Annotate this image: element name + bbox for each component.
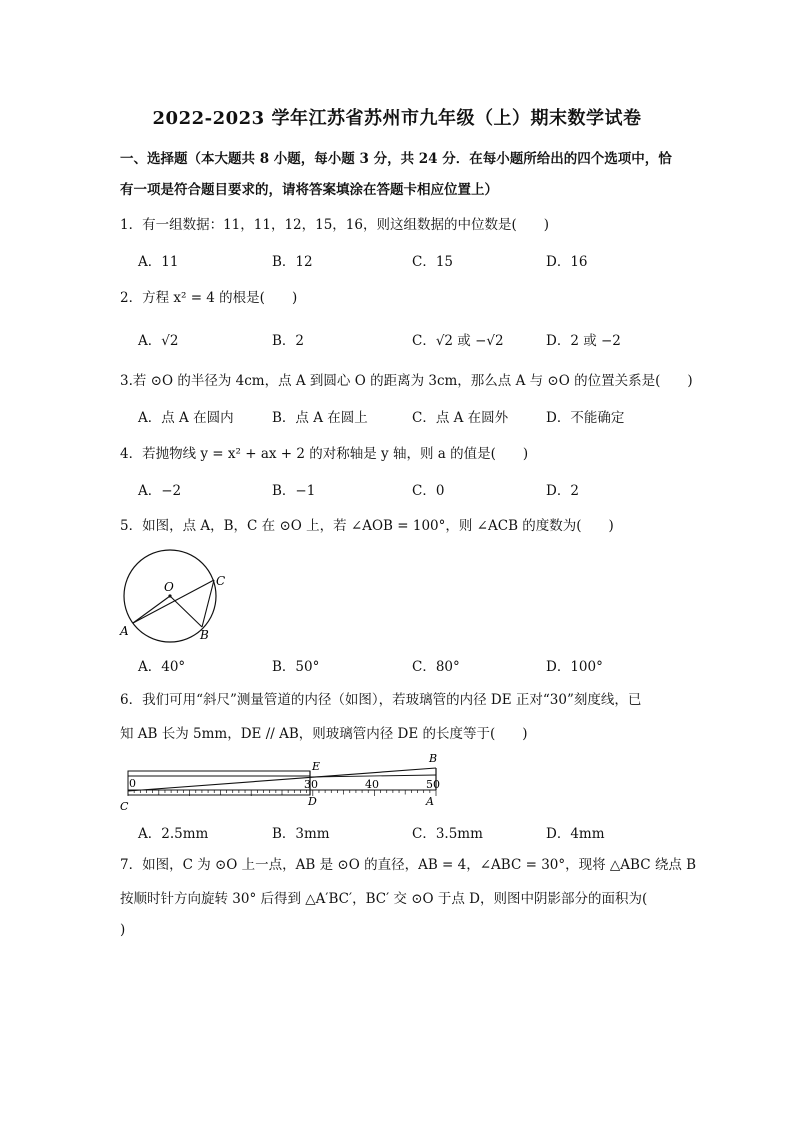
q4-option-a: A．−2: [138, 483, 182, 499]
q6-ruler-figure: [116, 750, 451, 815]
label-o: O: [164, 580, 174, 594]
center-dot: [168, 594, 171, 597]
segment-oa: [133, 596, 170, 623]
label-b: B: [200, 628, 209, 642]
page-title: 2022-2023 学年江苏省苏州市九年级（上）期末数学试卷: [152, 108, 642, 129]
label-a: A: [120, 624, 129, 638]
tick-label-50: 50: [426, 778, 440, 791]
label-d: D: [308, 795, 317, 808]
q2-option-b: B．2: [272, 333, 305, 349]
q1-option-d: D．16: [546, 254, 588, 270]
q6-option-d: D．4mm: [546, 826, 605, 842]
q1-option-c: C．15: [412, 254, 454, 270]
label-b: B: [429, 752, 438, 765]
question-6-stem-line2: 知 AB 长为 5mm，DE // AB，则玻璃管内径 DE 的长度等于( ): [120, 726, 528, 742]
question-7-stem-line3: ): [120, 922, 126, 938]
question-7-stem-line1: 7．如图，C 为 ⊙O 上一点，AB 是 ⊙O 的直径，AB = 4，∠ABC = 30°，现将 △ABC 绕点 B: [120, 857, 697, 873]
q2-option-a: A．√2: [138, 333, 179, 349]
question-1-stem: 1．有一组数据：11，11，12，15，16，则这组数据的中位数是( ): [120, 217, 550, 233]
question-2-stem: 2．方程 x² = 4 的根是( ): [120, 290, 298, 306]
q1-option-a: A．11: [138, 254, 179, 270]
q3-option-b: B．点 A 在圆上: [272, 410, 368, 426]
q5-option-b: B．50°: [272, 659, 320, 675]
label-c: C: [120, 800, 129, 813]
q3-option-a: A．点 A 在圆内: [138, 410, 234, 426]
question-7-stem-line2: 按顺时针方向旋转 30° 后得到 △A′BC′，BC′ 交 ⊙O 于点 D，则图中阴影部分的面积为(: [120, 891, 648, 907]
tick-label-30: 30: [304, 778, 318, 791]
q5-circle-figure: [116, 545, 236, 650]
tick-label-40: 40: [365, 778, 379, 791]
question-5-stem: 5．如图，点 A，B，C 在 ⊙O 上，若 ∠AOB = 100°，则 ∠ACB 的度数为( ): [120, 518, 614, 534]
q2-option-c: C．√2 或 −√2: [412, 333, 504, 349]
q5-option-a: A．40°: [138, 659, 186, 675]
tick-label-0: 0: [129, 777, 136, 790]
q4-option-d: D．2: [546, 483, 579, 499]
section-instructions-line1: 一、选择题（本大题共 8 小题，每小题 3 分，共 24 分．在每小题所给出的四个选项中，恰: [120, 151, 672, 167]
q2-option-d: D．2 或 −2: [546, 333, 621, 349]
q1-option-b: B．12: [272, 254, 313, 270]
section-instructions-line2: 有一项是符合题目要求的，请将答案填涂在答题卡相应位置上）: [120, 182, 498, 198]
question-4-stem: 4．若抛物线 y = x² + ax + 2 的对称轴是 y 轴，则 a 的值是( ): [120, 446, 529, 462]
q5-option-c: C．80°: [412, 659, 460, 675]
q4-option-c: C．0: [412, 483, 445, 499]
q6-option-a: A．2.5mm: [138, 826, 209, 842]
q3-option-c: C．点 A 在圆外: [412, 410, 509, 426]
q6-option-b: B．3mm: [272, 826, 330, 842]
q5-option-d: D．100°: [546, 659, 603, 675]
label-e: E: [312, 760, 321, 773]
question-3-stem: 3.若 ⊙O 的半径为 4cm，点 A 到圆心 O 的距离为 3cm，那么点 A 与 ⊙O 的位置关系是( ): [120, 373, 693, 389]
label-a: A: [426, 795, 434, 808]
q6-option-c: C．3.5mm: [412, 826, 483, 842]
tube-bottom-wall: [128, 790, 310, 795]
question-6-stem-line1: 6．我们可用“斜尺”测量管道的内径（如图），若玻璃管的内径 DE 正对“30”刻度线，已: [120, 692, 642, 708]
q4-option-b: B．−1: [272, 483, 316, 499]
label-c: C: [216, 574, 226, 588]
q3-option-d: D．不能确定: [546, 410, 625, 426]
tube-top-wall: [128, 771, 310, 776]
segment-cb: [202, 580, 214, 627]
